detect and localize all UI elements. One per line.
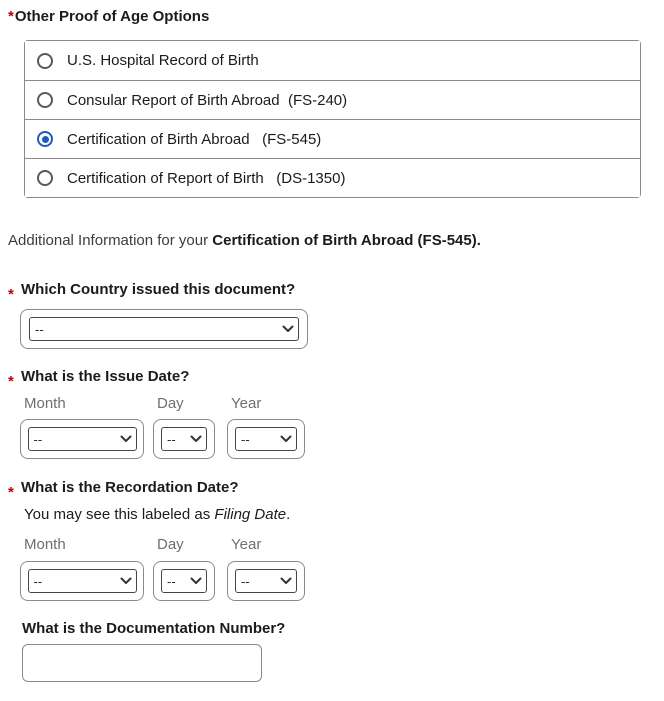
additional-info-text — [8, 233, 664, 248]
recordation-month-value: -- — [33, 573, 43, 589]
required-asterisk: * — [8, 286, 14, 303]
country-select[interactable] — [20, 309, 308, 349]
issue-month-label: Month — [24, 395, 66, 412]
option-label: Certification of Report of Birth (DS-1350) — [67, 169, 346, 187]
issue-year-label: Year — [231, 395, 262, 412]
proof-of-age-option-group — [24, 40, 641, 198]
issue-year-select[interactable] — [227, 419, 305, 459]
recordation-year-label: Year — [231, 536, 262, 553]
radio-us-hospital-record[interactable] — [37, 53, 53, 69]
recordation-year-select[interactable] — [227, 561, 305, 601]
recordation-year-value: -- — [241, 573, 250, 589]
required-asterisk: * — [8, 484, 14, 501]
recordation-month-label: Month — [24, 536, 66, 553]
issue-date-question-label: What is the Issue Date? — [21, 368, 190, 385]
option-label: U.S. Hospital Record of Birth — [67, 52, 259, 69]
chevron-down-icon — [190, 577, 202, 585]
issue-date-question — [8, 368, 664, 390]
hint-prefix: You may see this labeled as — [24, 506, 215, 523]
documentation-number-label: What is the Documentation Number? — [22, 620, 286, 637]
issue-date-field-labels — [20, 397, 664, 411]
section-title-text: Other Proof of Age Options — [14, 8, 210, 25]
required-asterisk: * — [8, 373, 14, 390]
issue-day-value: -- — [167, 431, 176, 447]
chevron-down-icon — [280, 577, 292, 585]
recordation-month-select[interactable] — [20, 561, 144, 601]
option-consular-report[interactable] — [25, 80, 640, 119]
option-certification-birth-abroad[interactable] — [25, 119, 640, 158]
country-question — [8, 281, 664, 303]
chevron-down-icon — [120, 435, 132, 443]
section-title — [8, 8, 664, 26]
issue-day-label: Day — [157, 395, 184, 412]
recordation-date-question-label: What is the Recordation Date? — [21, 479, 239, 496]
recordation-date-question — [8, 479, 664, 501]
issue-day-select[interactable] — [153, 419, 215, 459]
radio-certification-report-of-birth[interactable] — [37, 170, 53, 186]
issue-date-selects — [20, 419, 664, 459]
option-us-hospital-record[interactable] — [25, 41, 640, 80]
chevron-down-icon — [280, 435, 292, 443]
chevron-down-icon — [190, 435, 202, 443]
additional-info-prefix: Additional Information for your — [8, 232, 213, 249]
country-select-value: -- — [35, 321, 44, 337]
additional-info-document-name: Certification of Birth Abroad (FS-545). — [212, 232, 481, 249]
recordation-day-value: -- — [167, 573, 176, 589]
radio-consular-report[interactable] — [37, 92, 53, 108]
option-label: Certification of Birth Abroad (FS-545) — [67, 130, 322, 148]
recordation-day-label: Day — [157, 536, 184, 553]
chevron-down-icon — [282, 325, 294, 333]
documentation-number-question — [8, 621, 664, 637]
issue-month-value: -- — [33, 431, 43, 447]
hint-suffix: . — [286, 506, 291, 523]
option-certification-report-of-birth[interactable] — [25, 158, 640, 197]
recordation-date-hint — [24, 507, 664, 522]
documentation-number-input[interactable] — [22, 644, 262, 682]
issue-year-value: -- — [241, 431, 250, 447]
chevron-down-icon — [120, 577, 132, 585]
country-question-label: Which Country issued this document? — [21, 281, 296, 298]
recordation-date-selects — [20, 561, 664, 601]
radio-certification-birth-abroad[interactable] — [37, 131, 53, 147]
required-asterisk: * — [8, 8, 14, 25]
hint-italic-term: Filing Date — [214, 506, 287, 523]
recordation-day-select[interactable] — [153, 561, 215, 601]
recordation-date-field-labels — [20, 538, 664, 552]
option-label: Consular Report of Birth Abroad (FS-240) — [67, 91, 348, 109]
issue-month-select[interactable] — [20, 419, 144, 459]
